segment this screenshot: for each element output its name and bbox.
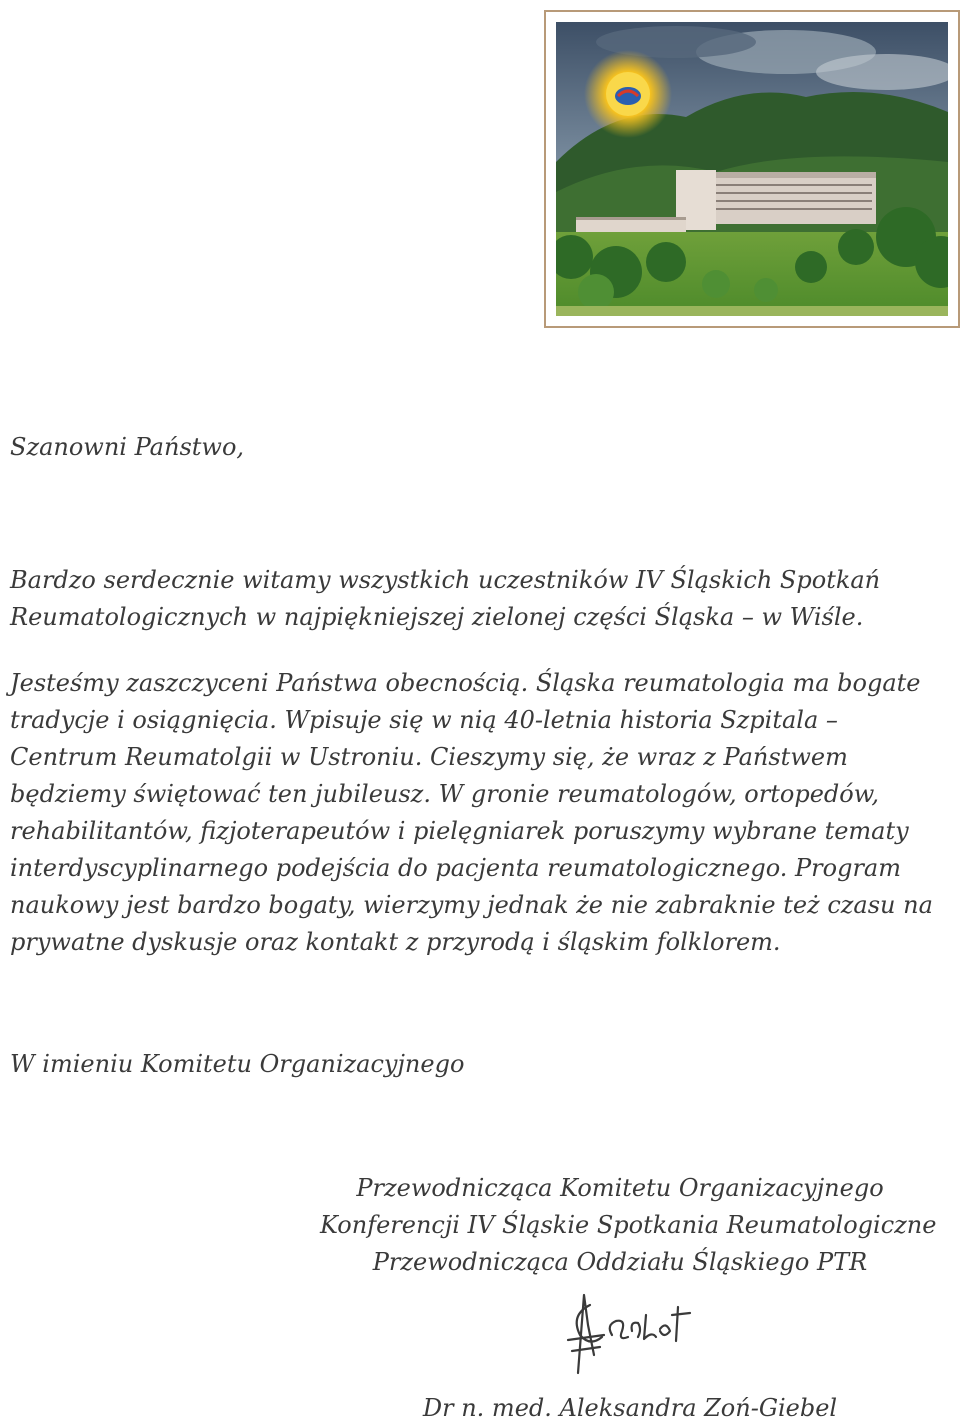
handwritten-signature [560,1285,710,1380]
hospital-photo-frame [544,10,960,328]
paragraph-main: Jesteśmy zaszczyceni Państwa obecnością. Śląska reumatologia ma bogate tradycje i osiągnięcia. Wpisuje się w nią 40-letnia historia Szpitala – Centrum Reumatolgii w Ustroniu. Cieszymy się, że wraz z Państwem będziemy świętować ten jubileusz. W gronie reumatologów, ortopedów, rehabilitantów, fizjoterapeutów i pielęgniarek poruszymy wybrane tematy interdyscyplinarnego podejścia do pacjenta reumatologicznego. Program naukowy jest bardzo bogaty, wierzymy jednak że nie zabraknie też czasu na prywatne dyskusje oraz kontakt z przyrodą i śląskim folklorem. [10,669,933,956]
signatory-title-3: Przewodnicząca Oddziału Śląskiego PTR [372,1248,868,1276]
greeting: Szanowni Państwo, [10,433,245,461]
signatory-titles [320,1170,937,1281]
paragraph-welcome: Bardzo serdecznie witamy wszystkich uczestników IV Śląskich Spotkań Reumatologicznych w najpiękniejszej zielonej części Śląska – w Wiśle. [10,566,881,631]
closing-line: W imieniu Komitetu Organizacyjnego [10,1050,465,1078]
hospital-landscape-image [556,22,948,316]
signatory-name: Dr n. med. Aleksandra Zoń-Giebel [422,1394,838,1422]
hospital-photo [556,22,948,316]
signatory-title-1: Przewodnicząca Komitetu Organizacyjnego [356,1174,884,1202]
signatory-title-2: Konferencji IV Śląskie Spotkania Reumatologiczne [320,1211,937,1239]
